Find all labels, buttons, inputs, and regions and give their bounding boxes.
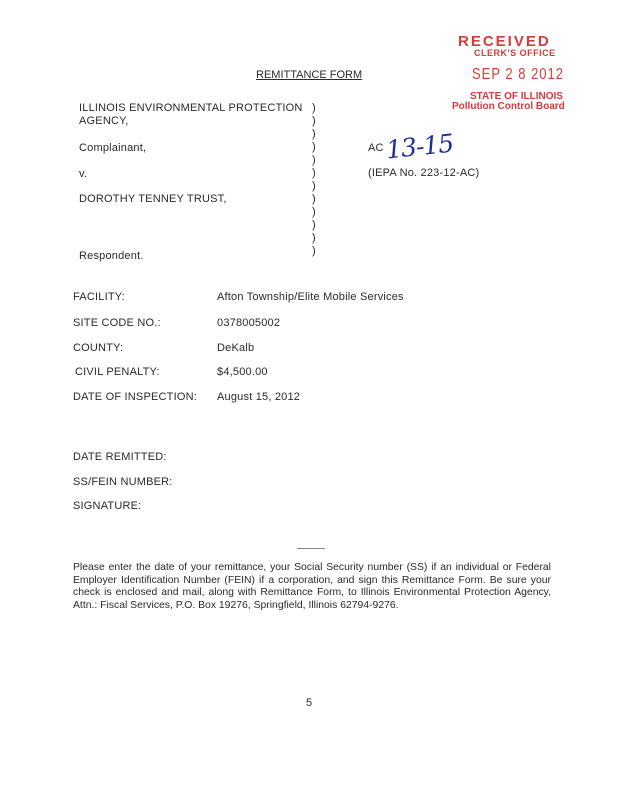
complainant-label: Complainant, xyxy=(79,142,147,154)
ac-label: AC xyxy=(368,142,384,154)
caption-paren: ) xyxy=(312,102,316,114)
caption-paren: ) xyxy=(312,167,316,179)
detail-value-facility: Afton Township/Elite Mobile Services xyxy=(217,291,404,303)
page-number: 5 xyxy=(306,697,313,709)
detail-label-civil-penalty: CIVIL PENALTY: xyxy=(75,366,160,378)
remittance-instructions: Please enter the date of your remittance, your Social Security number (SS) if an individual or Federal Employer Identification Number (FEIN) if a corporation, and sign this Remittance Form. Be sure your check is enclosed and mail, along with Remittance Form, to Illinois Environmental Protection Agency, Attn.: Fiscal Services, P.O. Box 19276, Springfield, Illinois 62794-9276. xyxy=(73,562,551,611)
caption-paren: ) xyxy=(312,154,316,166)
respondent-name: DOROTHY TENNEY TRUST, xyxy=(79,193,227,205)
caption-paren: ) xyxy=(312,115,316,127)
detail-label-facility: FACILITY: xyxy=(73,291,125,303)
respondent-label: Respondent. xyxy=(79,250,144,262)
detail-value-inspection-date: August 15, 2012 xyxy=(217,391,301,403)
received-stamp-date: SEP 2 8 2012 xyxy=(472,64,564,83)
caption-paren: ) xyxy=(312,232,316,244)
caption-paren: ) xyxy=(312,245,316,257)
caption-paren: ) xyxy=(312,128,316,140)
received-stamp-board: Pollution Control Board xyxy=(452,101,565,112)
ac-case-number-handwritten: 13-15 xyxy=(384,128,455,165)
ss-fein-number-label: SS/FEIN NUMBER: xyxy=(73,476,173,488)
divider-rule xyxy=(297,548,325,549)
detail-label-county: COUNTY: xyxy=(73,342,124,354)
caption-paren: ) xyxy=(312,219,316,231)
detail-value-county: DeKalb xyxy=(217,342,255,354)
caption-paren: ) xyxy=(312,180,316,192)
received-stamp-clerk: CLERK'S OFFICE xyxy=(474,48,556,58)
date-remitted-label: DATE REMITTED: xyxy=(73,451,167,463)
signature-label: SIGNATURE: xyxy=(73,500,142,512)
detail-value-civil-penalty: $4,500.00 xyxy=(217,366,268,378)
detail-value-site-code: 0378005002 xyxy=(217,317,281,329)
form-title: REMITTANCE FORM xyxy=(256,69,363,81)
caption-paren: ) xyxy=(312,141,316,153)
received-stamp-state: STATE OF ILLINOIS xyxy=(470,91,563,102)
versus-label: v. xyxy=(79,168,88,180)
received-stamp-heading: RECEIVED xyxy=(458,33,551,50)
caption-paren: ) xyxy=(312,193,316,205)
caption-paren: ) xyxy=(312,206,316,218)
plaintiff-name-line2: AGENCY, xyxy=(79,115,129,127)
iepa-number: (IEPA No. 223-12-AC) xyxy=(368,167,480,179)
detail-label-site-code: SITE CODE NO.: xyxy=(73,317,161,329)
plaintiff-name-line1: ILLINOIS ENVIRONMENTAL PROTECTION xyxy=(79,102,303,114)
detail-label-inspection-date: DATE OF INSPECTION: xyxy=(73,391,197,403)
